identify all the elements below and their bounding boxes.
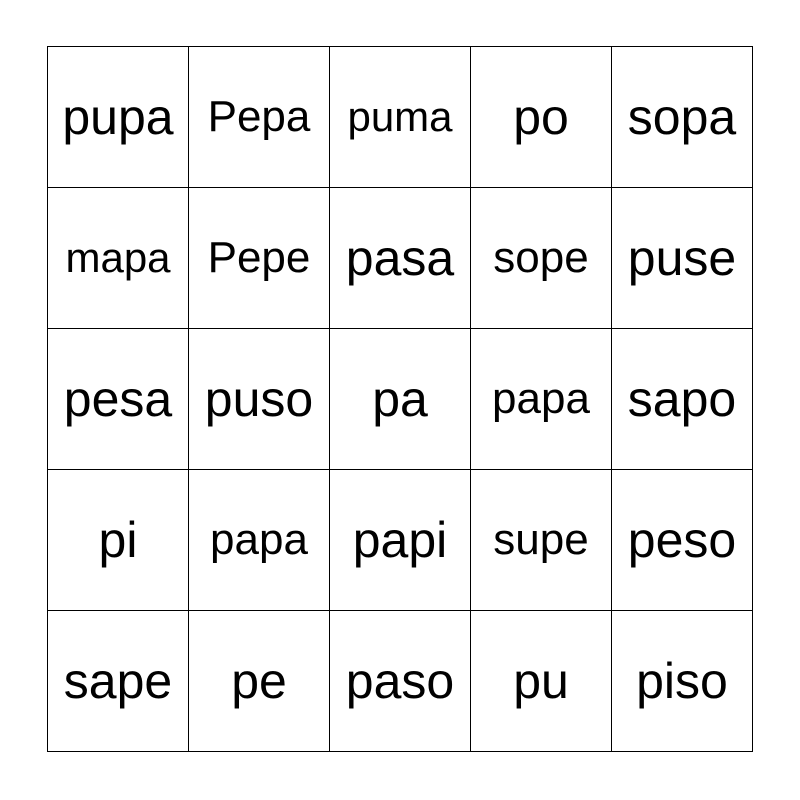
bingo-cell-r3-c5[interactable]: sapo [612,329,753,470]
bingo-cell-r5-c4[interactable]: pu [471,611,612,752]
bingo-cell-r3-c1[interactable]: pesa [48,329,189,470]
bingo-cell-r3-c4[interactable]: papa [471,329,612,470]
bingo-cell-r5-c3[interactable]: paso [330,611,471,752]
bingo-cell-r2-c3[interactable]: pasa [330,188,471,329]
bingo-cell-r4-c3[interactable]: papi [330,470,471,611]
bingo-cell-r5-c2[interactable]: pe [189,611,330,752]
bingo-cell-r2-c5[interactable]: puse [612,188,753,329]
bingo-cell-r1-c2[interactable]: Pepa [189,47,330,188]
bingo-cell-r1-c1[interactable]: pupa [48,47,189,188]
bingo-cell-r2-c4[interactable]: sope [471,188,612,329]
bingo-cell-r4-c2[interactable]: papa [189,470,330,611]
bingo-cell-r2-c1[interactable]: mapa [48,188,189,329]
bingo-cell-r5-c5[interactable]: piso [612,611,753,752]
bingo-cell-r2-c2[interactable]: Pepe [189,188,330,329]
bingo-cell-r4-c5[interactable]: peso [612,470,753,611]
bingo-cell-r1-c3[interactable]: puma [330,47,471,188]
bingo-cell-r3-c2[interactable]: puso [189,329,330,470]
bingo-cell-r1-c4[interactable]: po [471,47,612,188]
bingo-cell-r3-c3[interactable]: pa [330,329,471,470]
bingo-cell-r4-c4[interactable]: supe [471,470,612,611]
bingo-board [47,46,753,752]
bingo-cell-r4-c1[interactable]: pi [48,470,189,611]
bingo-cell-r5-c1[interactable]: sape [48,611,189,752]
bingo-cell-r1-c5[interactable]: sopa [612,47,753,188]
